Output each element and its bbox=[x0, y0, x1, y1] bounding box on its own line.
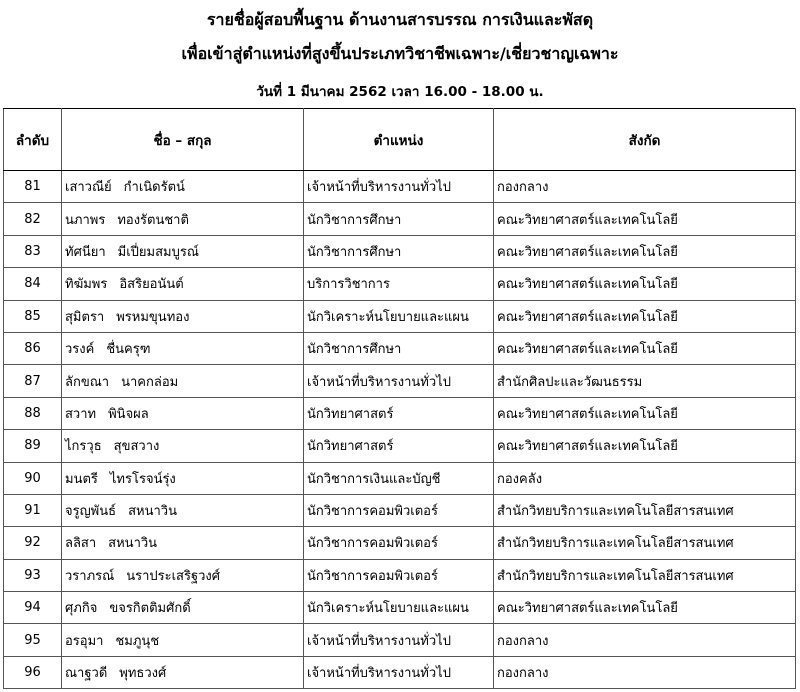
table-row bbox=[4, 527, 796, 559]
position-cell: นักวิชาการคอมพิวเตอร์ bbox=[304, 494, 494, 526]
first-name: ณาฐวดี bbox=[65, 666, 108, 682]
affiliation-cell: สำนักศิลปะและวัฒนธรรม bbox=[494, 365, 796, 397]
full-name-cell bbox=[62, 592, 304, 624]
position-cell: นักวิเคราะห์นโยบายและแผน bbox=[304, 300, 494, 332]
first-name: มนตรี bbox=[65, 471, 98, 487]
position-cell: นักวิชาการศึกษา bbox=[304, 235, 494, 267]
table-row bbox=[4, 171, 796, 203]
position-cell: เจ้าหน้าที่บริหารงานทั่วไป bbox=[304, 365, 494, 397]
affiliation-cell: กองกลาง bbox=[494, 171, 796, 203]
position-cell: นักวิเคราะห์นโยบายและแผน bbox=[304, 592, 494, 624]
last-name: ขจรกิตติมศักดิ์ bbox=[109, 601, 191, 617]
order-number-cell: 89 bbox=[4, 430, 62, 462]
first-name: วรงค์ bbox=[65, 342, 95, 358]
column-header-affiliation: สังกัด bbox=[494, 109, 796, 171]
affiliation-cell: สำนักวิทยบริการและเทคโนโลยีสารสนเทศ bbox=[494, 527, 796, 559]
order-number-cell: 94 bbox=[4, 592, 62, 624]
table-row bbox=[4, 462, 796, 494]
order-number-cell: 93 bbox=[4, 559, 62, 591]
first-name: ศุภกิจ bbox=[65, 601, 98, 617]
document-subtitle: เพื่อเข้าสู่ตำแหน่งที่สูงขึ้นประเภทวิชาชีพเฉพาะ/เชี่ยวชาญเฉพาะ bbox=[181, 44, 619, 63]
first-name: ไกรวุธ bbox=[65, 439, 102, 455]
affiliation-cell: กองกลาง bbox=[494, 656, 796, 688]
last-name: กำเนิดรัตน์ bbox=[123, 180, 185, 196]
column-header-position: ตำแหน่ง bbox=[304, 109, 494, 171]
order-number-cell: 92 bbox=[4, 527, 62, 559]
affiliation-cell: สำนักวิทยบริการและเทคโนโลยีสารสนเทศ bbox=[494, 559, 796, 591]
position-cell: บริการวิชาการ bbox=[304, 268, 494, 300]
table-row bbox=[4, 397, 796, 429]
column-header-order: ลำดับ bbox=[4, 109, 62, 171]
column-header-name: ชื่อ – สกุล bbox=[62, 109, 304, 171]
affiliation-cell: คณะวิทยาศาสตร์และเทคโนโลยี bbox=[494, 235, 796, 267]
first-name: อรอุมา bbox=[65, 633, 104, 649]
affiliation-cell: คณะวิทยาศาสตร์และเทคโนโลยี bbox=[494, 592, 796, 624]
last-name: สหนาวิน bbox=[128, 504, 177, 520]
last-name: มีเปี่ยมสมบูรณ์ bbox=[117, 244, 199, 260]
affiliation-cell: คณะวิทยาศาสตร์และเทคโนโลยี bbox=[494, 300, 796, 332]
table-row bbox=[4, 494, 796, 526]
order-number-cell: 87 bbox=[4, 365, 62, 397]
position-cell: นักวิชาการเงินและบัญชี bbox=[304, 462, 494, 494]
full-name-cell bbox=[62, 624, 304, 656]
first-name: วราภรณ์ bbox=[65, 568, 115, 584]
last-name: ชมภูนุช bbox=[115, 633, 160, 649]
table-row bbox=[4, 656, 796, 688]
full-name-cell bbox=[62, 332, 304, 364]
position-cell: นักวิชาการคอมพิวเตอร์ bbox=[304, 527, 494, 559]
exam-date-time: วันที่ 1 มีนาคม 2562 เวลา 16.00 - 18.00 น. bbox=[256, 84, 544, 100]
last-name: นราประเสริฐวงศ์ bbox=[126, 568, 221, 584]
full-name-cell bbox=[62, 527, 304, 559]
table-header-row bbox=[4, 109, 796, 171]
table-row bbox=[4, 559, 796, 591]
order-number-cell: 86 bbox=[4, 332, 62, 364]
full-name-cell bbox=[62, 235, 304, 267]
affiliation-cell: คณะวิทยาศาสตร์และเทคโนโลยี bbox=[494, 203, 796, 235]
table-row bbox=[4, 624, 796, 656]
last-name: ชื่นครุฑ bbox=[106, 342, 151, 358]
table-row bbox=[4, 235, 796, 267]
position-cell: นักวิชาการศึกษา bbox=[304, 203, 494, 235]
affiliation-cell: สำนักวิทยบริการและเทคโนโลยีสารสนเทศ bbox=[494, 494, 796, 526]
table-row bbox=[4, 300, 796, 332]
order-number-cell: 83 bbox=[4, 235, 62, 267]
order-number-cell: 96 bbox=[4, 656, 62, 688]
first-name: ทัศนียา bbox=[65, 244, 106, 260]
order-number-cell: 91 bbox=[4, 494, 62, 526]
examinee-table bbox=[3, 108, 796, 689]
last-name: ไทรโรจน์รุ่ง bbox=[109, 471, 176, 487]
affiliation-cell: คณะวิทยาศาสตร์และเทคโนโลยี bbox=[494, 332, 796, 364]
position-cell: นักวิทยาศาสตร์ bbox=[304, 397, 494, 429]
full-name-cell bbox=[62, 656, 304, 688]
last-name: สหนาวิน bbox=[108, 536, 158, 552]
full-name-cell bbox=[62, 268, 304, 300]
full-name-cell bbox=[62, 462, 304, 494]
full-name-cell bbox=[62, 300, 304, 332]
document-title: รายชื่อผู้สอบพื้นฐาน ด้านงานสารบรรณ การเงินและพัสดุ bbox=[206, 10, 594, 29]
first-name: ทิฆัมพร bbox=[65, 277, 108, 293]
order-number-cell: 84 bbox=[4, 268, 62, 300]
first-name: เสาวณีย์ bbox=[65, 180, 112, 196]
first-name: สุมิตรา bbox=[65, 309, 105, 325]
full-name-cell bbox=[62, 397, 304, 429]
first-name: ลลิสา bbox=[65, 536, 97, 552]
order-number-cell: 81 bbox=[4, 171, 62, 203]
position-cell: เจ้าหน้าที่บริหารงานทั่วไป bbox=[304, 624, 494, 656]
first-name: ลักขณา bbox=[65, 374, 110, 390]
table-row bbox=[4, 332, 796, 364]
full-name-cell bbox=[62, 430, 304, 462]
affiliation-cell: กองคลัง bbox=[494, 462, 796, 494]
full-name-cell bbox=[62, 559, 304, 591]
last-name: พุทธวงศ์ bbox=[119, 666, 167, 682]
order-number-cell: 85 bbox=[4, 300, 62, 332]
first-name: นภาพร bbox=[65, 212, 106, 228]
last-name: พรหมขุนทอง bbox=[116, 309, 190, 325]
full-name-cell bbox=[62, 203, 304, 235]
first-name: สวาท bbox=[65, 406, 97, 422]
last-name: สุขสวาง bbox=[113, 439, 160, 455]
affiliation-cell: คณะวิทยาศาสตร์และเทคโนโลยี bbox=[494, 430, 796, 462]
position-cell: นักวิชาการศึกษา bbox=[304, 332, 494, 364]
last-name: พินิจผล bbox=[108, 406, 149, 422]
last-name: ทองรัตนชาติ bbox=[117, 212, 189, 228]
table-row bbox=[4, 203, 796, 235]
position-cell: เจ้าหน้าที่บริหารงานทั่วไป bbox=[304, 656, 494, 688]
position-cell: นักวิทยาศาสตร์ bbox=[304, 430, 494, 462]
position-cell: เจ้าหน้าที่บริหารงานทั่วไป bbox=[304, 171, 494, 203]
table-row bbox=[4, 430, 796, 462]
affiliation-cell: คณะวิทยาศาสตร์และเทคโนโลยี bbox=[494, 268, 796, 300]
affiliation-cell: คณะวิทยาศาสตร์และเทคโนโลยี bbox=[494, 397, 796, 429]
full-name-cell bbox=[62, 365, 304, 397]
full-name-cell bbox=[62, 494, 304, 526]
last-name: นาคกล่อม bbox=[121, 374, 179, 390]
table-row bbox=[4, 268, 796, 300]
full-name-cell bbox=[62, 171, 304, 203]
first-name: จรูญพันธ์ bbox=[65, 504, 117, 520]
order-number-cell: 90 bbox=[4, 462, 62, 494]
position-cell: นักวิชาการคอมพิวเตอร์ bbox=[304, 559, 494, 591]
table-row bbox=[4, 592, 796, 624]
table-body bbox=[4, 171, 796, 689]
order-number-cell: 88 bbox=[4, 397, 62, 429]
affiliation-cell: กองกลาง bbox=[494, 624, 796, 656]
last-name: อิสริยอนันต์ bbox=[119, 277, 184, 293]
table-row bbox=[4, 365, 796, 397]
order-number-cell: 95 bbox=[4, 624, 62, 656]
order-number-cell: 82 bbox=[4, 203, 62, 235]
